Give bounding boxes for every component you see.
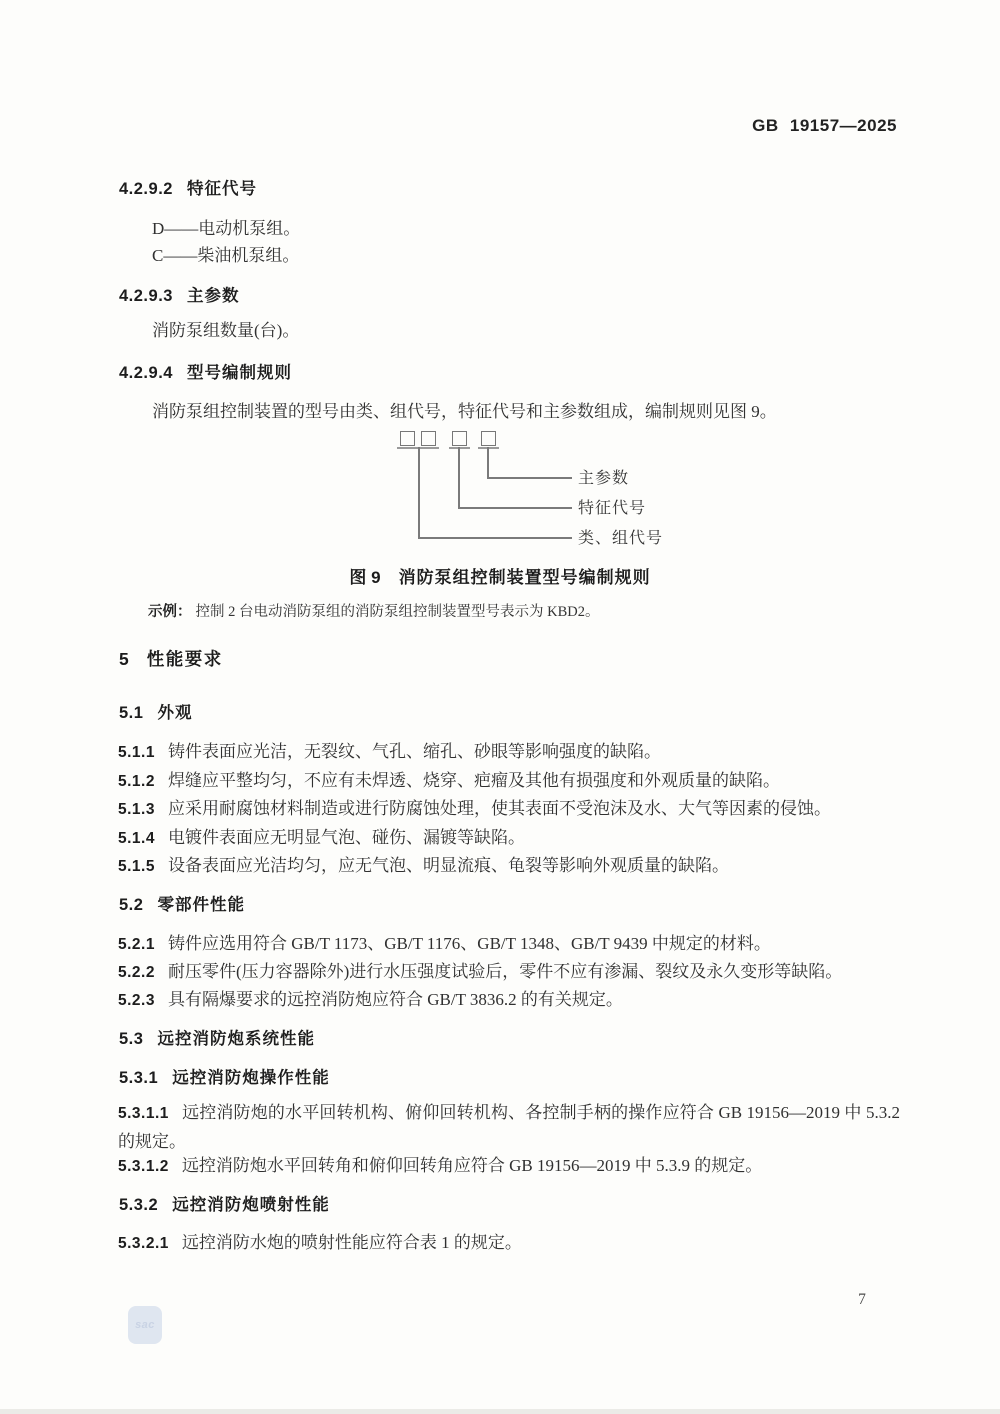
connector-line [487, 477, 572, 479]
clause-number: 4.2.9.2 [119, 180, 173, 198]
figure-9-example-note [148, 599, 888, 625]
clause-number: 4.2.9.4 [119, 364, 173, 382]
clause-title: 远控消防炮喷射性能 [172, 1196, 330, 1214]
clause-text: 应采用耐腐蚀材料制造或进行防腐蚀处理，使其表面不受泡沫及水、大气等因素的侵蚀。 [167, 799, 831, 818]
clause-number: 5.2.3 [118, 992, 155, 1009]
page-number: 7 [858, 1291, 866, 1308]
clause-number: 5.3.1 [119, 1069, 159, 1087]
clause-text: 电镀件表面应无明显气泡、碰伤、漏镀等缺陷。 [167, 828, 525, 847]
clause-5-1-4 [118, 824, 900, 853]
sac-logo: sac [128, 1306, 162, 1344]
clause-number: 5.1.1 [118, 744, 155, 761]
clause-number: 5.1.3 [118, 801, 155, 818]
clause-5-1-1 [118, 738, 900, 767]
clause-title: 主参数 [186, 287, 240, 305]
clause-title: 零部件性能 [157, 896, 245, 914]
clause-5-3-1-1 [118, 1099, 900, 1156]
clause-5-3-2-1 [118, 1229, 900, 1258]
clause-5-1-5 [118, 852, 900, 881]
clause-5-2-3 [118, 986, 900, 1015]
paragraph-4-2-9-4: 消防泵组控制装置的型号由类、组代号，特征代号和主参数组成，编制规则见图 9。 [152, 402, 777, 421]
clause-text: 铸件应选用符合 GB/T 1173、GB/T 1176、GB/T 1348、GB/T 9439 中规定的材料。 [167, 934, 771, 953]
clause-number: 5.2.1 [118, 936, 155, 953]
figure-title: 消防泵组控制装置型号编制规则 [398, 568, 651, 587]
clause-number: 5.1 [119, 704, 144, 722]
clause-number: 5.1.5 [118, 858, 155, 875]
clause-5-1-2 [118, 767, 900, 796]
clause-heading-4-2-9-4 [119, 359, 292, 383]
clause-number: 5 [119, 649, 129, 669]
clause-number: 5.3.1.2 [118, 1158, 169, 1175]
section-heading-5 [119, 646, 223, 671]
clause-text: 具有隔爆要求的远控消防炮应符合 GB/T 3836.2 的有关规定。 [167, 990, 623, 1009]
clause-5-3-1-2 [118, 1152, 900, 1181]
clause-title: 外观 [157, 704, 193, 722]
clause-number: 5.2 [119, 896, 144, 914]
clause-text: 远控消防水炮的喷射性能应符合表 1 的规定。 [181, 1233, 522, 1252]
connector-line [418, 537, 572, 539]
clause-number: 4.2.9.3 [119, 287, 173, 305]
figure-9-model-code-diagram [0, 425, 1000, 560]
clause-number: 5.3.1.1 [118, 1105, 169, 1122]
clause-heading-5-3-1 [119, 1064, 330, 1088]
connector-line [487, 447, 489, 477]
definition-item-d: D——电动机泵组。 [152, 219, 301, 238]
clause-heading-4-2-9-2 [119, 175, 257, 199]
paragraph-4-2-9-3: 消防泵组数量(台)。 [152, 321, 300, 340]
clause-title: 型号编制规则 [186, 364, 292, 382]
clause-text: 焊缝应平整均匀，不应有未焊透、烧穿、疤瘤及其他有损强度和外观质量的缺陷。 [167, 771, 780, 790]
page-bottom-edge [0, 1409, 1000, 1414]
clause-heading-4-2-9-3 [119, 282, 239, 306]
clause-heading-5-1 [119, 699, 192, 723]
clause-title: 远控消防炮系统性能 [157, 1030, 315, 1048]
clause-number: 5.1.2 [118, 773, 155, 790]
clause-number: 5.2.2 [118, 964, 155, 981]
clause-text: 远控消防炮水平回转角和俯仰回转角应符合 GB 19156—2019 中 5.3.9 的规定。 [181, 1156, 763, 1175]
clause-number: 5.3 [119, 1030, 144, 1048]
connector-line [458, 447, 460, 507]
clause-heading-5-2 [119, 891, 245, 915]
clause-title: 特征代号 [186, 180, 257, 198]
clause-heading-5-3 [119, 1025, 315, 1049]
clause-text: 耐压零件(压力容器除外)进行水压强度试验后，零件不应有渗漏、裂纹及永久变形等缺陷。 [167, 962, 843, 981]
clause-number: 5.3.2 [119, 1196, 159, 1214]
clause-title: 远控消防炮操作性能 [172, 1069, 330, 1087]
connector-line [418, 447, 420, 537]
clause-heading-5-3-2 [119, 1191, 330, 1215]
definition-item-c: C——柴油机泵组。 [152, 246, 300, 265]
clause-text: 设备表面应光洁均匀，应无气泡、明显流痕、龟裂等影响外观质量的缺陷。 [167, 856, 729, 875]
clause-5-1-3 [118, 795, 900, 824]
example-label: 示例： [148, 604, 192, 620]
clause-5-2-2 [118, 958, 900, 987]
model-code-box-3 [452, 431, 467, 446]
clause-number: 5.1.4 [118, 830, 155, 847]
clause-text: 远控消防炮的水平回转机构、俯仰回转机构、各控制手柄的操作应符合 GB 19156—2019 中 5.3.2 的规定。 [118, 1103, 900, 1151]
figure-label-class-group: 类、组代号 [578, 530, 664, 548]
figure-9-caption [0, 563, 1000, 588]
figure-number: 图 9 [349, 568, 381, 587]
figure-label-main-param: 主参数 [578, 470, 630, 488]
clause-text: 铸件表面应光洁，无裂纹、气孔、缩孔、砂眼等影响强度的缺陷。 [167, 742, 661, 761]
model-code-box-2 [421, 431, 436, 446]
model-code-box-1 [400, 431, 415, 446]
clause-5-2-1 [118, 930, 900, 959]
clause-title: 性能要求 [146, 649, 223, 669]
figure-label-feature-code: 特征代号 [578, 500, 647, 518]
model-code-box-4 [481, 431, 496, 446]
example-text: 控制 2 台电动消防泵组的消防泵组控制装置型号表示为 KBD2。 [195, 604, 600, 620]
standard-code: GB 19157—2025 [752, 116, 897, 135]
connector-line [458, 507, 572, 509]
clause-number: 5.3.2.1 [118, 1235, 169, 1252]
